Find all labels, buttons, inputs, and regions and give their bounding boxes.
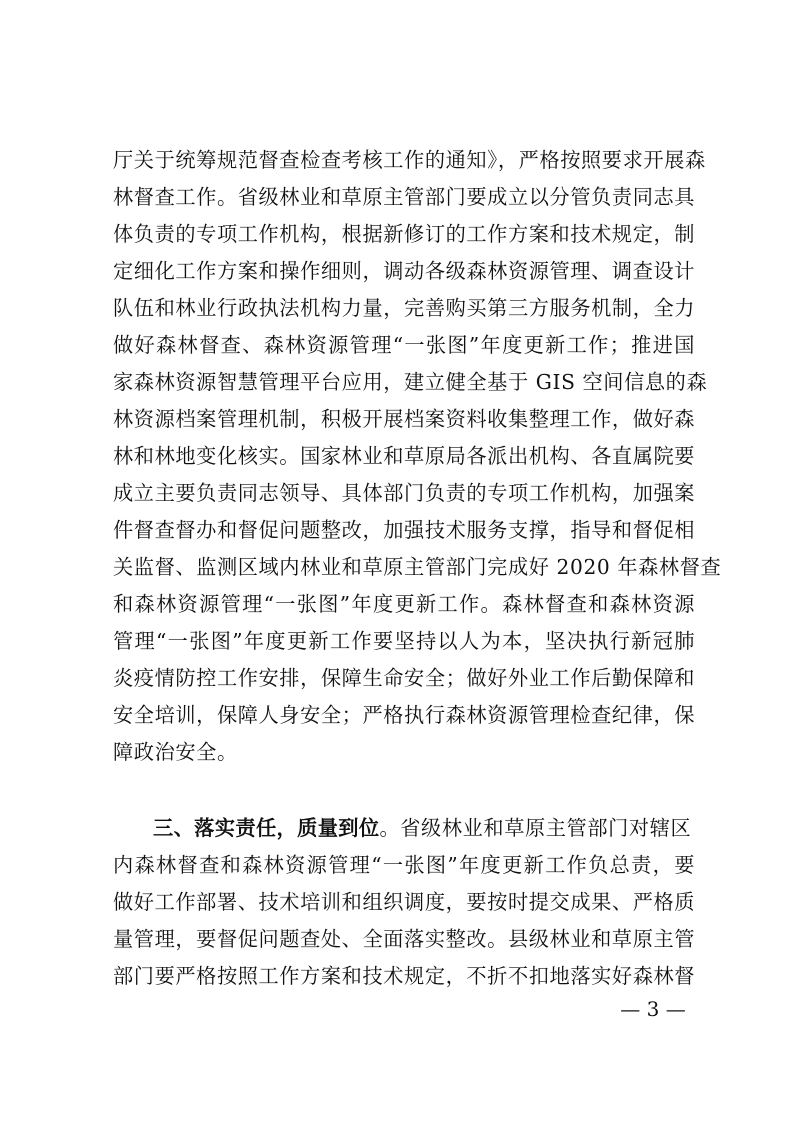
section-3-first-line-text: 。省级林业和草原主管部门对辖区 (379, 816, 692, 840)
paragraph-1-line-17: 障政治安全。 (113, 740, 238, 764)
section-3-line-4: 量管理，要督促问题查处、全面落实整改。县级林业和草原主管 (113, 927, 696, 951)
page-number: — 3 — (620, 997, 686, 1021)
paragraph-1-line-12: 关监督、监测区域内林业和草原主管部门完成好 2020 年森林督查 (113, 555, 722, 579)
paragraph-1-line-5: 队伍和林业行政执法机构力量，完善购买第三方服务机制，全力 (113, 296, 696, 320)
paragraph-1-line-14: 管理“一张图”年度更新工作要坚持以人为本，坚决执行新冠肺 (113, 629, 695, 653)
paragraph-1-line-6: 做好森林督查、森林资源管理“一张图”年度更新工作；推进国 (113, 333, 695, 357)
paragraph-1-line-15: 炎疫情防控工作安排，保障生命安全；做好外业工作后勤保障和 (113, 666, 696, 690)
section-3-line-3: 做好工作部署、技术培训和组织调度，要按时提交成果、严格质 (113, 890, 696, 914)
paragraph-1-line-13: 和森林资源管理“一张图”年度更新工作。森林督查和森林资源 (113, 592, 695, 616)
paragraph-1-line-4: 定细化工作方案和操作细则，调动各级森林资源管理、调查设计 (113, 259, 696, 283)
paragraph-1-line-16: 安全培训，保障人身安全；严格执行森林资源管理检查纪律，保 (113, 703, 696, 727)
section-3-heading: 三、落实责任，质量到位 (153, 816, 380, 840)
paragraph-1-line-10: 成立主要负责同志领导、具体部门负责的专项工作机构，加强案 (113, 481, 696, 505)
paragraph-1-line-8: 林资源档案管理机制，积极开展档案资料收集整理工作，做好森 (113, 407, 696, 431)
paragraph-1-line-11: 件督查督办和督促问题整改，加强技术服务支撑，指导和督促相 (113, 518, 696, 542)
paragraph-1-line-2: 林督查工作。省级林业和草原主管部门要成立以分管负责同志具 (113, 185, 696, 209)
paragraph-1-line-9: 林和林地变化核实。国家林业和草原局各派出机构、各直属院要 (113, 444, 696, 468)
paragraph-1-line-1: 厅关于统筹规范督查检查考核工作的通知》，严格按照要求开展森 (113, 148, 706, 172)
paragraph-1-line-3: 体负责的专项工作机构，根据新修订的工作方案和技术规定，制 (113, 222, 696, 246)
section-3-line-5: 部门要严格按照工作方案和技术规定，不折不扣地落实好森林督 (113, 964, 696, 988)
section-3-first-line (153, 811, 693, 845)
section-3-line-2: 内森林督查和森林资源管理“一张图”年度更新工作负总责，要 (113, 853, 695, 877)
paragraph-1-line-7: 家森林资源智慧管理平台应用，建立健全基于 GIS 空间信息的森 (113, 370, 708, 394)
